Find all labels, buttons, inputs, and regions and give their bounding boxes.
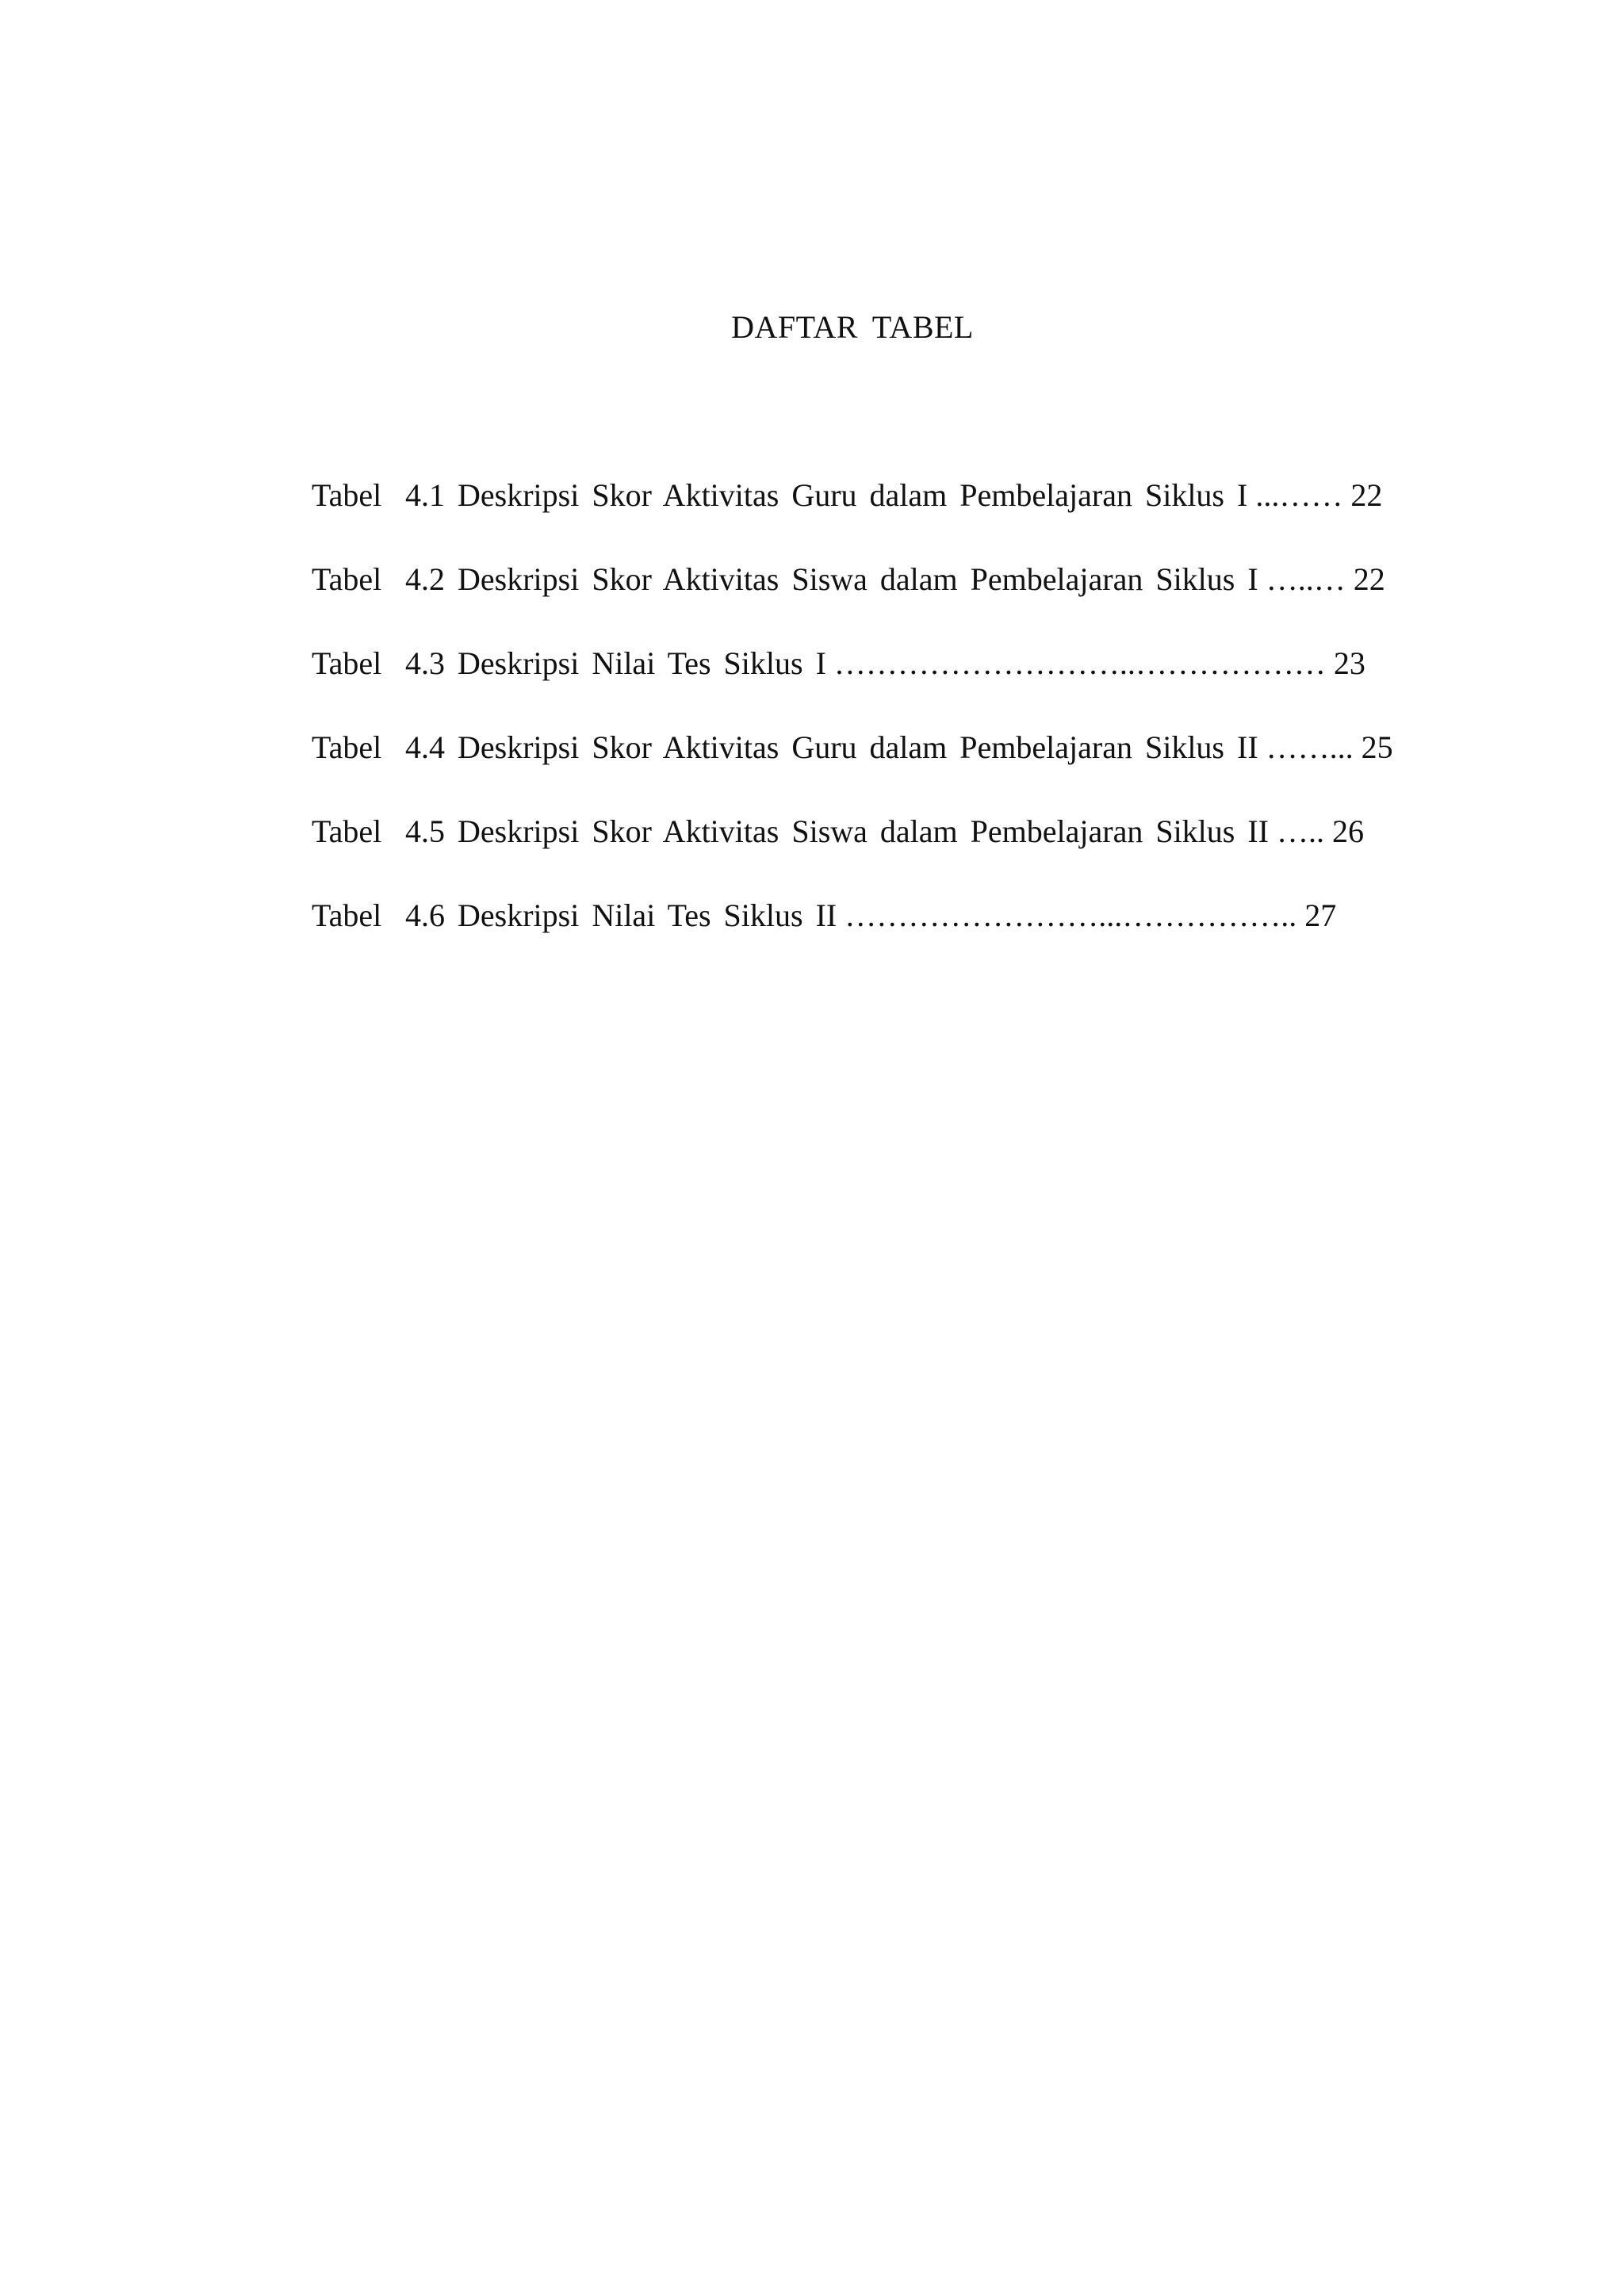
- toc-entry: [312, 644, 1406, 728]
- entry-leader: …..: [1277, 813, 1324, 849]
- entry-prefix: Tabel: [312, 561, 382, 597]
- entry-text: 4.2 Deskripsi Skor Aktivitas Siswa dalam Pembelajaran Siklus I: [405, 561, 1258, 597]
- entry-page-number: 22: [1350, 477, 1383, 513]
- entry-prefix: Tabel: [312, 897, 382, 933]
- toc-entry: [312, 728, 1406, 812]
- entry-leader: ...……: [1255, 477, 1343, 513]
- entry-text: 4.1 Deskripsi Skor Aktivitas Guru dalam Pembelajaran Siklus I: [405, 477, 1248, 513]
- entry-text: 4.5 Deskripsi Skor Aktivitas Siswa dalam Pembelajaran Siklus II: [405, 813, 1269, 849]
- entry-text: 4.3 Deskripsi Nilai Tes Siklus I: [405, 645, 826, 681]
- entry-page-number: 27: [1304, 897, 1337, 933]
- entry-leader: ……...: [1266, 729, 1354, 765]
- entry-leader: …..…: [1266, 561, 1346, 597]
- entry-prefix: Tabel: [312, 813, 382, 849]
- entry-text: 4.4 Deskripsi Skor Aktivitas Guru dalam Pembelajaran Siklus II: [405, 729, 1258, 765]
- toc-entry: [312, 896, 1406, 980]
- table-list: [312, 476, 1406, 980]
- entry-page-number: 26: [1332, 813, 1364, 849]
- entry-prefix: Tabel: [312, 477, 382, 513]
- entry-leader: ………………………..………………: [833, 645, 1326, 681]
- toc-entry: [312, 812, 1406, 896]
- entry-page-number: 25: [1361, 729, 1393, 765]
- entry-page-number: 23: [1333, 645, 1365, 681]
- page-title: DAFTAR TABEL: [731, 309, 974, 345]
- entry-prefix: Tabel: [312, 645, 382, 681]
- entry-text: 4.6 Deskripsi Nilai Tes Siklus II: [405, 897, 837, 933]
- toc-entry: [312, 560, 1406, 644]
- entry-page-number: 22: [1353, 561, 1385, 597]
- toc-entry: [312, 476, 1406, 560]
- entry-prefix: Tabel: [312, 729, 382, 765]
- entry-leader: ……………………...……………..: [845, 897, 1297, 933]
